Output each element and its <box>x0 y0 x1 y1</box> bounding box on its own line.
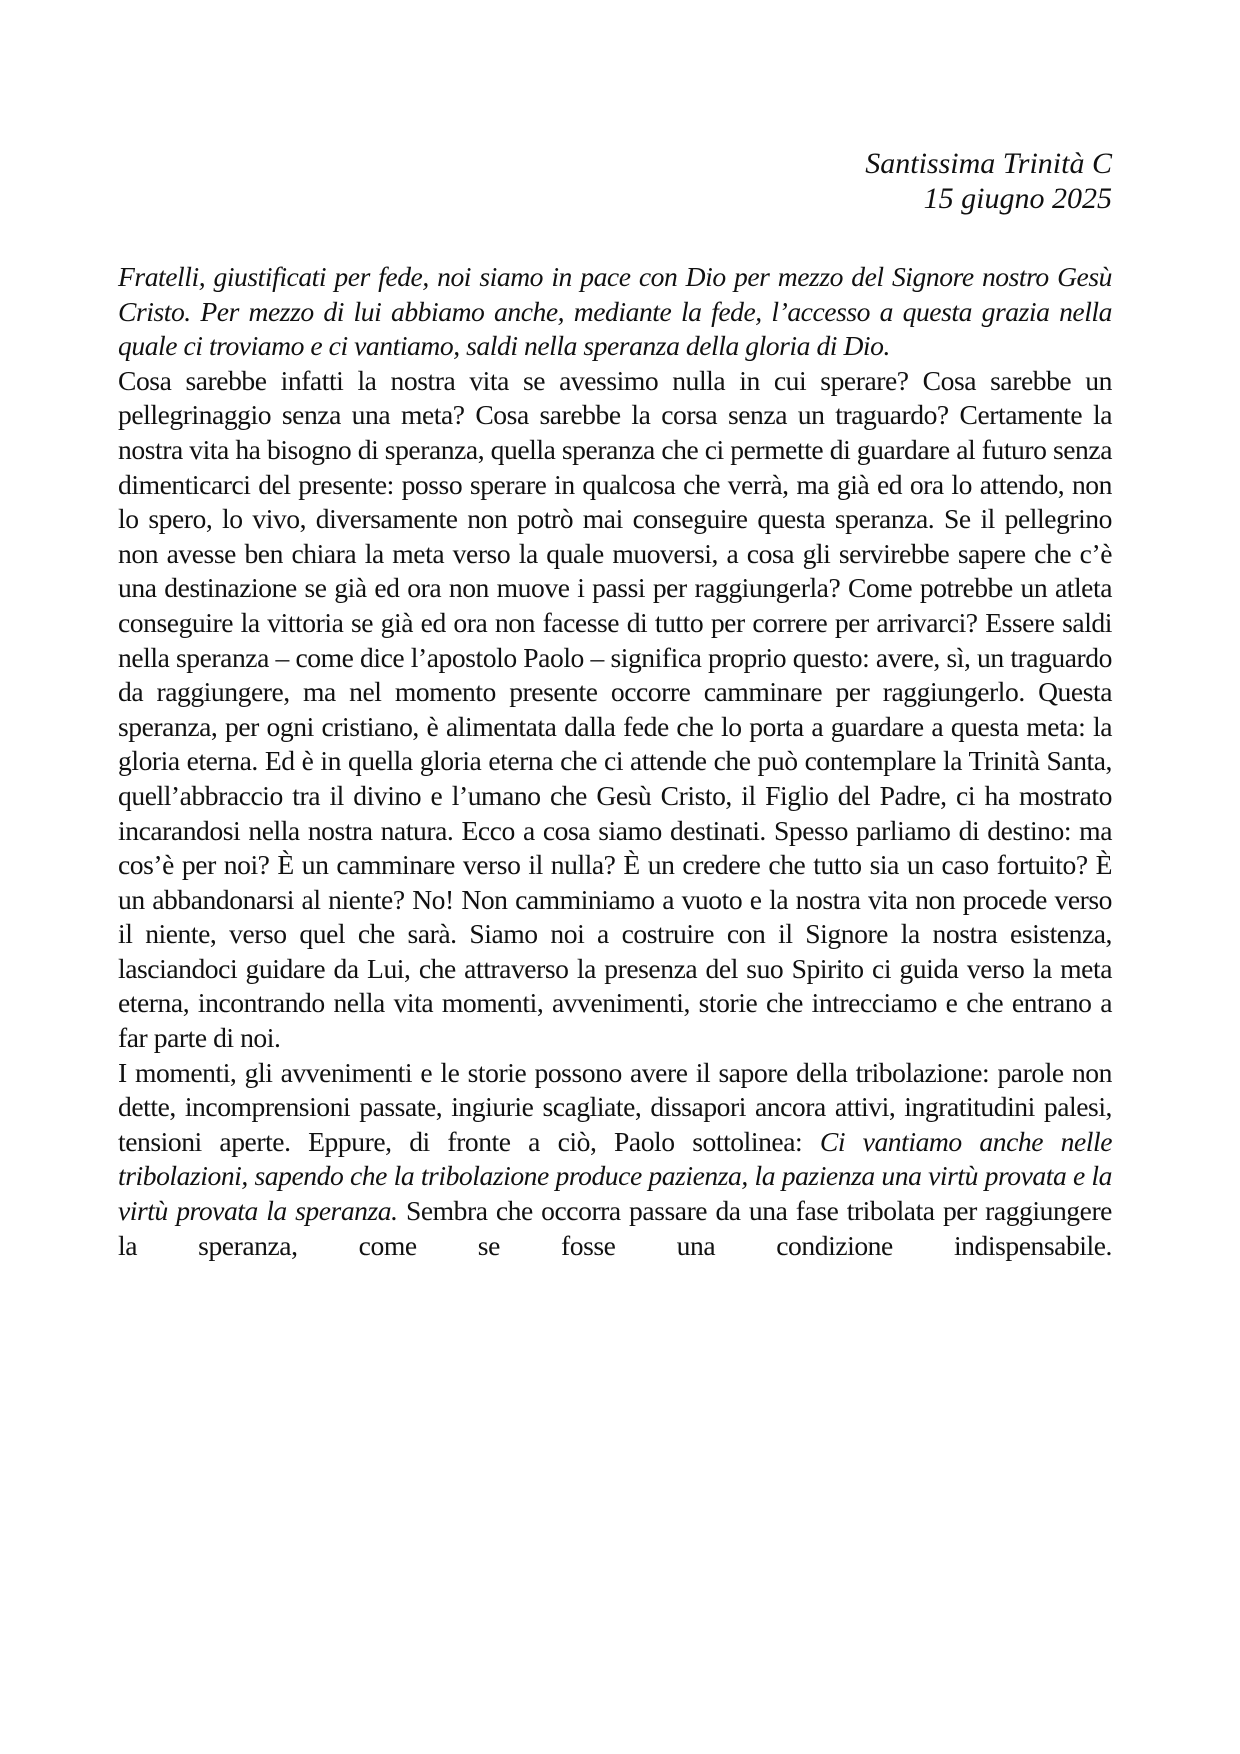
pauline-quote: Ci vantiamo anche nelle tribolazioni, sapendo che la tribolazione produce pazienza, la pazienza una virtù provata e la virtù provata la speranza. <box>118 1125 1113 1227</box>
paragraph-text: Cosa sarebbe infatti la nostra vita se avessimo nulla in cui sperare? Cosa sarebbe un pellegrinaggio senza una meta? Cosa sarebbe la corsa senza un traguardo? Certamente la nostra vita ha bisogno di speranza, quella speranza che ci permette di guardare al futuro senza dimenticarci del presente: posso sperare in qualcosa che verrà, ma già ed ora lo attendo, non lo spero, lo vivo, diversamente non potrò mai conseguire questa speranza. Se il pellegrino non avesse ben chiara la meta verso la quale muoversi, a cosa gli servirebbe sapere che c’è una destinazione se già ed ora non muove i passi per raggiungerla? Come potrebbe un atleta conseguire la vittoria se già ed ora non facesse di tutto per correre per arrivarci? Essere saldi nella speranza – come dice l’apostolo Paolo – significa proprio questo: avere, sì, un traguardo da raggiungere, ma nel momento presente occorre camminare per raggiungerlo. Questa speranza, per ogni cristiano, è alimentata dalla fede che lo porta a guardare a questa meta: la gloria eterna. Ed è in quella gloria eterna che ci attende che può contemplare la Trinità Santa, quell’abbraccio tra il divino e l’umano che Gesù Cristo, il Figlio del Padre, ci ha mostrato incarandosi nella nostra natura. Ecco a cosa siamo destinati. Spesso parliamo di destino: ma cos’è per noi? È un camminare verso il nulla? È un credere che tutto sia un caso fortuito? È un abbandonarsi al niente? No! Non camminiamo a vuoto e la nostra vita non procede verso il niente, verso quel che sarà. Siamo noi a costruire con il Signore la nostra esistenza, lasciandoci guidare da Lui, che attraverso la presenza del suo Spirito ci guida verso la meta eterna, incontrando nella vita momenti, avvenimenti, storie che intrecciamo e che entrano a far parte di noi. <box>118 364 1112 1054</box>
body-paragraph-tribulation <box>118 1056 1112 1264</box>
liturgical-title: Santissima Trinità C <box>865 147 1112 180</box>
document-body <box>118 260 1112 1263</box>
document-header <box>865 146 1112 216</box>
scripture-quote: Fratelli, giustificati per fede, noi siamo in pace con Dio per mezzo del Signore nostro Gesù Cristo. Per mezzo di lui abbiamo anche, mediante la fede, l’accesso a questa grazia nella quale ci troviamo e ci vantiamo, saldi nella speranza della gloria di Dio. <box>118 261 1112 362</box>
document-date: 15 giugno 2025 <box>923 182 1112 215</box>
scripture-quote-paragraph <box>118 260 1112 364</box>
paragraph-text: I momenti, gli avvenimenti e le storie possono avere il sapore della tribolazione: parole non dette, incomprensioni passate, ingiurie scagliate, dissapori ancora attivi, ingratitudini palesi, tensioni aperte. Eppure, di fronte a ciò, Paolo sottolinea: <box>118 1056 1112 1157</box>
paragraph-text: Sembra che occorra passare da una fase tribolata per raggiungere la speranza, come se fosse una condizione indispensabile. <box>118 1195 1112 1261</box>
body-paragraph-hope <box>118 364 1112 1056</box>
